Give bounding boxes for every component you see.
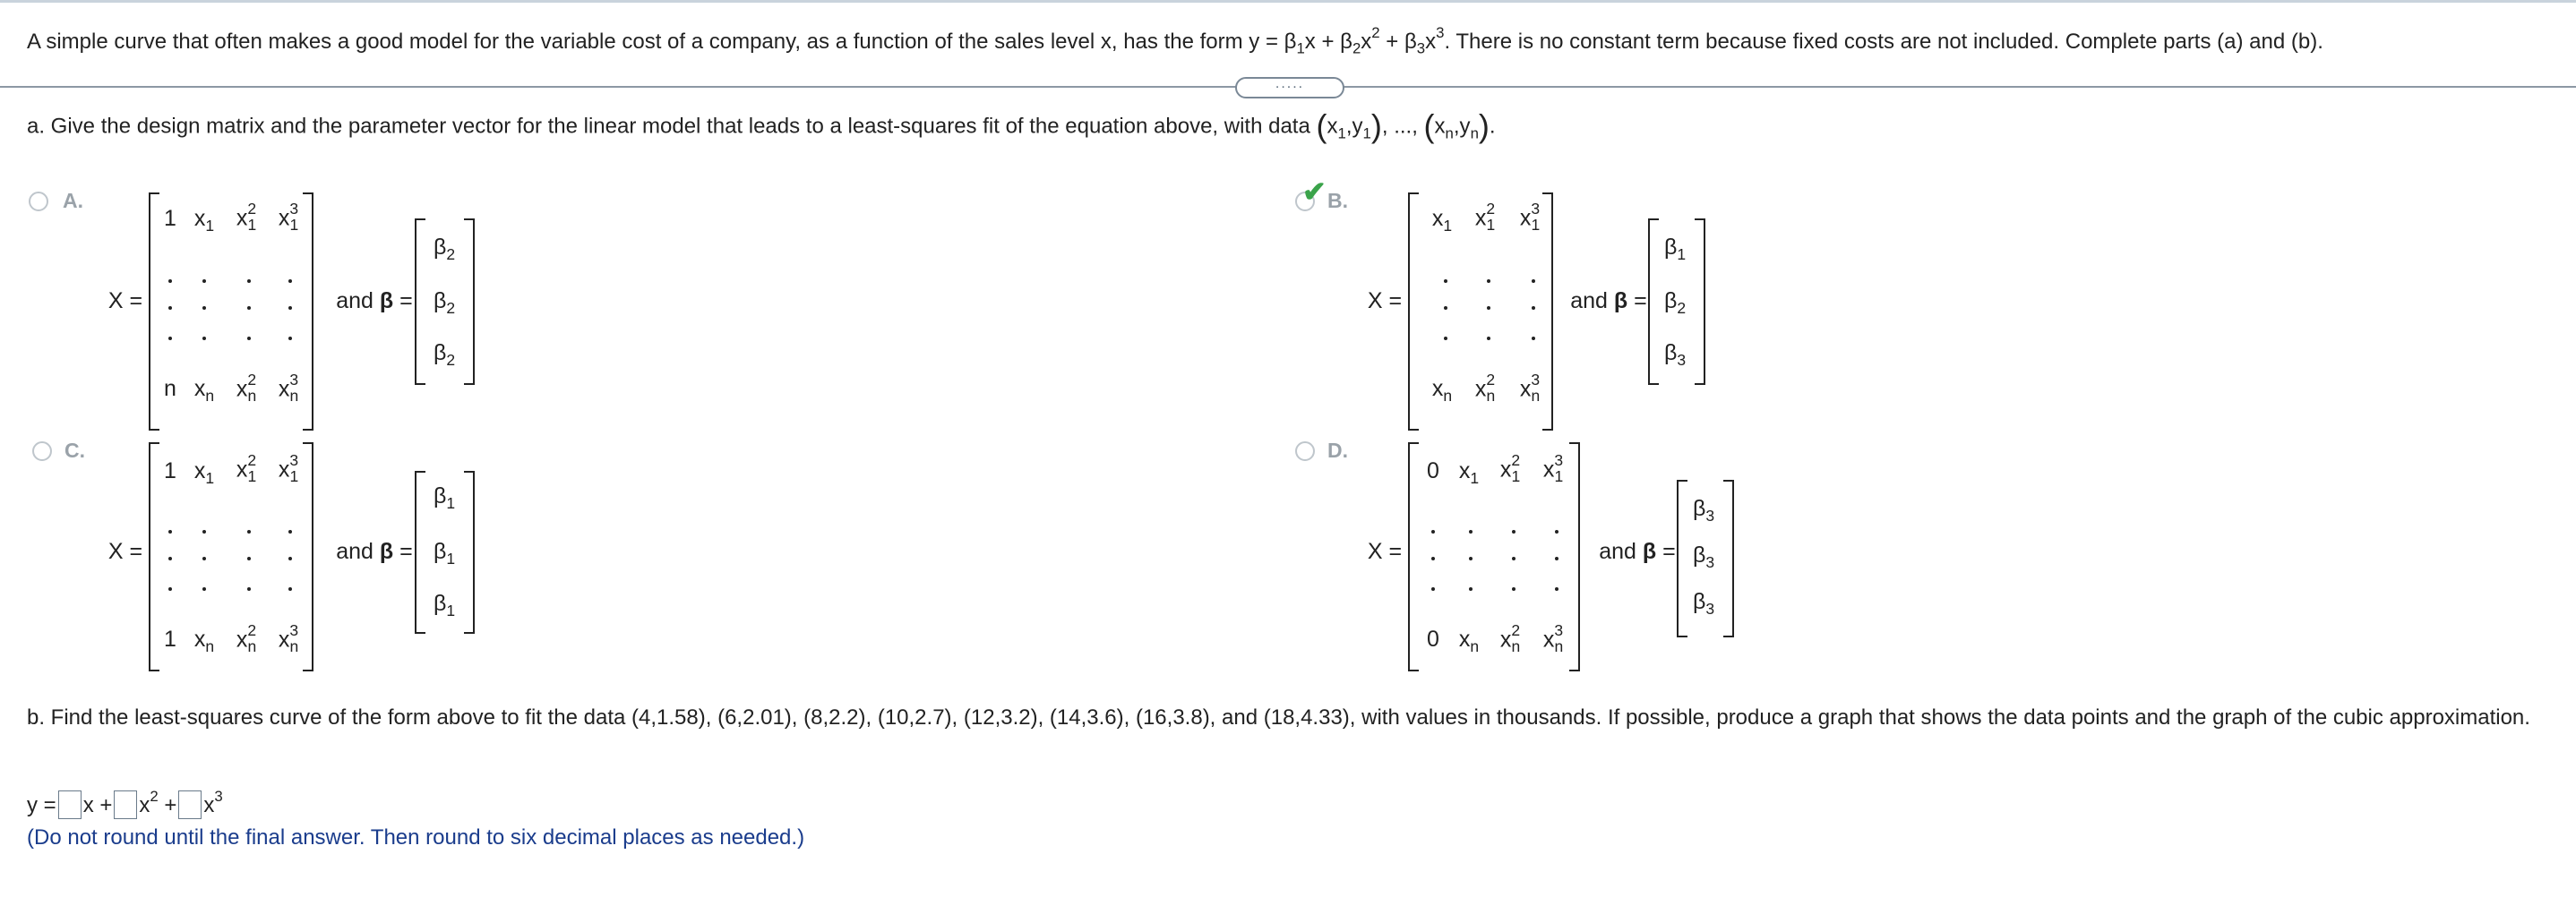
checkmark-icon: ✔ <box>1302 175 1327 208</box>
option-b-letter: B. <box>1327 189 1348 212</box>
part-b-prompt: b. Find the least-squares curve of the form above to fit the data (4,1.58), (6,2.01), (8,2.2), (10,2.7), (12,3.2), (14,3.6), (16,3.8), and (18,4.33), with values in thousands. If possible, produce a graph that shows the data points and the graph of the cubic approximation. <box>27 705 2530 730</box>
option-c-letter: C. <box>64 439 85 462</box>
beta3-input[interactable] <box>178 790 202 819</box>
beta2-input[interactable] <box>114 790 137 819</box>
question-intro: A simple curve that often makes a good model for the variable cost of a company, as a function of the sales level x, has the form $y = \beta_1x + \beta_2x^2 + \beta_3x^3$. There is no constant term because fixed costs are not included. Complete parts (a) and (b). <box>27 24 2323 57</box>
answer-equation: $y = x + x^2 + x^3$ <box>27 788 223 817</box>
option-d-radio[interactable] <box>1295 441 1315 461</box>
option-c-radio[interactable] <box>32 441 52 461</box>
option-d-letter: D. <box>1327 439 1348 462</box>
beta1-input[interactable] <box>58 790 82 819</box>
rounding-note: (Do not round until the final answer. Then round to six decimal places as needed.) <box>27 825 805 850</box>
expand-more-button[interactable]: ..... <box>1235 77 1344 98</box>
part-a-prompt: a. Give the design matrix and the parameter vector for the linear model that leads to a least-squares fit of the equation above, with data $(x_1,y_1)$, ..., $(x_n,y_n)$. <box>27 107 1496 144</box>
option-a-letter: A. <box>63 189 83 212</box>
top-border <box>0 0 2576 3</box>
option-a-radio[interactable] <box>29 192 48 211</box>
